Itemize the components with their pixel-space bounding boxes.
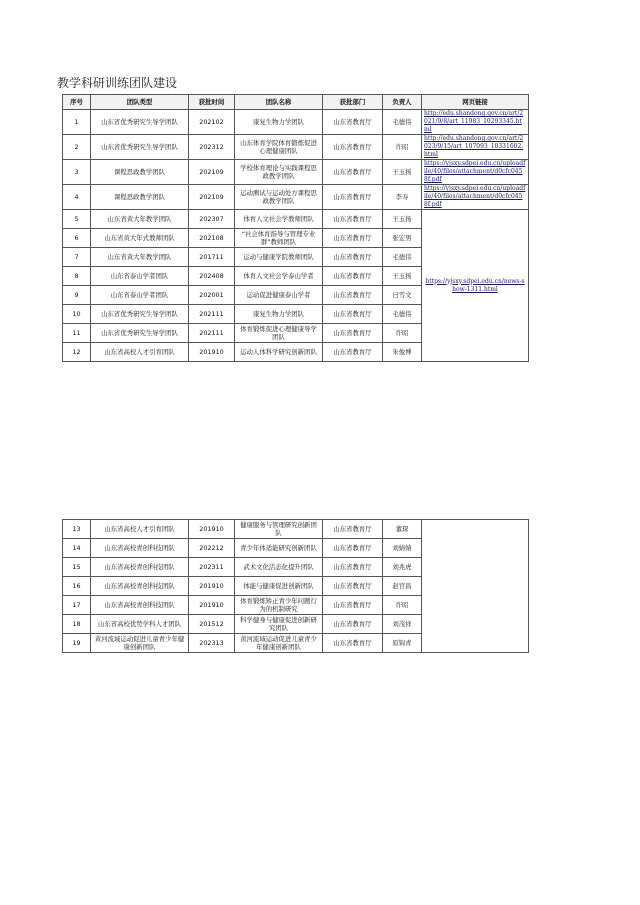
table-row bbox=[63, 520, 529, 539]
team-leader: 刘兆虎 bbox=[383, 558, 422, 577]
approval-time: 202001 bbox=[189, 286, 235, 305]
team-leader: 刘茂祥 bbox=[383, 615, 422, 634]
approval-time: 201910 bbox=[189, 596, 235, 615]
row-number: 5 bbox=[63, 210, 91, 229]
team-type: 山东省黄大年教学团队 bbox=[91, 248, 189, 267]
web-link[interactable]: https://yjsxy.sdpei.edu.cn/uploadfile/40/files/attachment/d0cfc0458f.pdf bbox=[422, 185, 529, 210]
web-link[interactable]: https://yjsxy.sdpei.edu.cn/uploadfile/40/files/attachment/d0cfc0458f.pdf bbox=[422, 160, 529, 185]
web-link-merged[interactable]: https://yjsxy.sdpei.edu.cn/news-show-1311.html bbox=[422, 210, 529, 362]
team-type: 山东省优秀研究生导学团队 bbox=[91, 110, 189, 135]
row-number: 4 bbox=[63, 185, 91, 210]
team-name: 学校体育理论与实践课程思政教学团队 bbox=[235, 160, 323, 185]
team-type: 山东省高校优势学科人才团队 bbox=[91, 615, 189, 634]
team-type: 山东省黄大年教学团队 bbox=[91, 210, 189, 229]
team-name: 运动测试与运动处方课程思政教学团队 bbox=[235, 185, 323, 210]
approval-time: 201910 bbox=[189, 577, 235, 596]
team-leader: 张宏男 bbox=[383, 229, 422, 248]
approval-time: 202102 bbox=[189, 110, 235, 135]
team-leader: 毛德伟 bbox=[383, 110, 422, 135]
team-name: 体育锻炼矫正青少年问题行为的机制研究 bbox=[235, 596, 323, 615]
team-type: 山东省优秀研究生导学团队 bbox=[91, 135, 189, 160]
row-number: 16 bbox=[63, 577, 91, 596]
row-number: 3 bbox=[63, 160, 91, 185]
approval-time: 202108 bbox=[189, 229, 235, 248]
teams-table-top bbox=[62, 94, 529, 362]
approval-dept: 山东省教育厅 bbox=[323, 248, 383, 267]
approval-dept: 山东省教育厅 bbox=[323, 110, 383, 135]
row-number: 9 bbox=[63, 286, 91, 305]
approval-dept: 山东省教育厅 bbox=[323, 135, 383, 160]
team-leader: 王玉扬 bbox=[383, 210, 422, 229]
header-lead: 负责人 bbox=[383, 95, 422, 110]
team-leader: 王玉扬 bbox=[383, 160, 422, 185]
team-name: “社会体育指导与管理专业群”教师团队 bbox=[235, 229, 323, 248]
row-number: 13 bbox=[63, 520, 91, 539]
row-number: 1 bbox=[63, 110, 91, 135]
team-leader: 王玉扬 bbox=[383, 267, 422, 286]
team-name: 体育人文社会学泰山学者 bbox=[235, 267, 323, 286]
row-number: 19 bbox=[63, 634, 91, 653]
web-link[interactable]: http://edu.shandong.gov.cn/art/2021/9/8/art_11983_10293345.html bbox=[422, 110, 529, 135]
approval-dept: 山东省教育厅 bbox=[323, 343, 383, 362]
team-name: 山东体育学院体育锻炼促进心理健康团队 bbox=[235, 135, 323, 160]
team-leader: 李寿 bbox=[383, 185, 422, 210]
team-name: 运动人体科学研究创新团队 bbox=[235, 343, 323, 362]
approval-time: 202212 bbox=[189, 539, 235, 558]
web-link-empty bbox=[422, 520, 529, 653]
approval-time: 202312 bbox=[189, 135, 235, 160]
team-type: 山东省优秀研究生导学团队 bbox=[91, 324, 189, 343]
team-type: 黄河流域运动促进儿童青少年健康创新团队 bbox=[91, 634, 189, 653]
row-number: 2 bbox=[63, 135, 91, 160]
team-type: 山东省高校青创科技团队 bbox=[91, 558, 189, 577]
row-number: 10 bbox=[63, 305, 91, 324]
team-type: 山东省高校人才引育团队 bbox=[91, 343, 189, 362]
team-leader: 原锦青 bbox=[383, 634, 422, 653]
approval-time: 202109 bbox=[189, 160, 235, 185]
table-row bbox=[63, 210, 529, 229]
table-row bbox=[63, 185, 529, 210]
header-time: 获批时间 bbox=[189, 95, 235, 110]
team-name: 运动促进健康泰山学者 bbox=[235, 286, 323, 305]
table-row bbox=[63, 160, 529, 185]
approval-time: 201512 bbox=[189, 615, 235, 634]
team-name: 黄河流域运动促进儿童青少年健康创新团队 bbox=[235, 634, 323, 653]
table-row bbox=[63, 110, 529, 135]
team-leader: 曰雪文 bbox=[383, 286, 422, 305]
row-number: 18 bbox=[63, 615, 91, 634]
approval-time: 201910 bbox=[189, 343, 235, 362]
row-number: 17 bbox=[63, 596, 91, 615]
header-name: 团队名称 bbox=[235, 95, 323, 110]
team-type: 山东省泰山学者团队 bbox=[91, 267, 189, 286]
team-leader: 毛德伟 bbox=[383, 305, 422, 324]
approval-dept: 山东省教育厅 bbox=[323, 229, 383, 248]
approval-time: 202111 bbox=[189, 305, 235, 324]
approval-time: 202311 bbox=[189, 558, 235, 577]
team-type: 山东省黄大年式教师团队 bbox=[91, 229, 189, 248]
header-link: 网页链接 bbox=[422, 95, 529, 110]
team-type: 课程思政教学团队 bbox=[91, 160, 189, 185]
row-number: 6 bbox=[63, 229, 91, 248]
row-number: 11 bbox=[63, 324, 91, 343]
row-number: 8 bbox=[63, 267, 91, 286]
approval-time: 202313 bbox=[189, 634, 235, 653]
approval-dept: 山东省教育厅 bbox=[323, 324, 383, 343]
approval-dept: 山东省教育厅 bbox=[323, 558, 383, 577]
approval-dept: 山东省教育厅 bbox=[323, 520, 383, 539]
approval-dept: 山东省教育厅 bbox=[323, 615, 383, 634]
header-dept: 获批部门 bbox=[323, 95, 383, 110]
row-number: 12 bbox=[63, 343, 91, 362]
team-type: 山东省高校人才引育团队 bbox=[91, 520, 189, 539]
header-no: 序号 bbox=[63, 95, 91, 110]
approval-time: 201910 bbox=[189, 520, 235, 539]
approval-dept: 山东省教育厅 bbox=[323, 185, 383, 210]
header-type: 团队类型 bbox=[91, 95, 189, 110]
approval-dept: 山东省教育厅 bbox=[323, 634, 383, 653]
approval-time: 202109 bbox=[189, 185, 235, 210]
team-leader: 董琛 bbox=[383, 520, 422, 539]
team-name: 武术文化活态化提升团队 bbox=[235, 558, 323, 577]
approval-dept: 山东省教育厅 bbox=[323, 210, 383, 229]
approval-time: 202408 bbox=[189, 267, 235, 286]
team-name: 体育人文社会学教师团队 bbox=[235, 210, 323, 229]
team-leader: 毛德伟 bbox=[383, 248, 422, 267]
approval-dept: 山东省教育厅 bbox=[323, 267, 383, 286]
team-name: 体育锻炼促进心理健康导学团队 bbox=[235, 324, 323, 343]
web-link[interactable]: http://edu.shandong.gov.cn/art/2023/9/15/art_107093_10331602.html bbox=[422, 135, 529, 160]
team-type: 山东省高校青创科技团队 bbox=[91, 596, 189, 615]
approval-time: 202307 bbox=[189, 210, 235, 229]
approval-dept: 山东省教育厅 bbox=[323, 160, 383, 185]
teams-table-bottom bbox=[62, 519, 529, 653]
team-name: 科学健身与健康促进创新研究团队 bbox=[235, 615, 323, 634]
approval-dept: 山东省教育厅 bbox=[323, 577, 383, 596]
team-type: 山东省高校青创科技团队 bbox=[91, 577, 189, 596]
team-name: 康复生物力学团队 bbox=[235, 305, 323, 324]
team-leader: 许昭 bbox=[383, 324, 422, 343]
team-type: 山东省高校青创科技团队 bbox=[91, 539, 189, 558]
team-leader: 许昭 bbox=[383, 135, 422, 160]
team-name: 康复生物力学团队 bbox=[235, 110, 323, 135]
team-type: 课程思政教学团队 bbox=[91, 185, 189, 210]
team-name: 运动与健康学院教师团队 bbox=[235, 248, 323, 267]
team-type: 山东省泰山学者团队 bbox=[91, 286, 189, 305]
row-number: 7 bbox=[63, 248, 91, 267]
approval-dept: 山东省教育厅 bbox=[323, 596, 383, 615]
team-type: 山东省优秀研究生导学团队 bbox=[91, 305, 189, 324]
team-name: 体能与健康促进创新团队 bbox=[235, 577, 323, 596]
team-name: 青少年体适能研究创新团队 bbox=[235, 539, 323, 558]
approval-dept: 山东省教育厅 bbox=[323, 286, 383, 305]
table-row bbox=[63, 135, 529, 160]
row-number: 14 bbox=[63, 539, 91, 558]
approval-time: 201711 bbox=[189, 248, 235, 267]
team-leader: 刘婧婧 bbox=[383, 539, 422, 558]
team-leader: 许昭 bbox=[383, 596, 422, 615]
table-header-row bbox=[63, 95, 529, 110]
approval-dept: 山东省教育厅 bbox=[323, 305, 383, 324]
approval-dept: 山东省教育厅 bbox=[323, 539, 383, 558]
page-title: 教学科研训练团队建设 bbox=[57, 76, 178, 90]
team-leader: 朱俊博 bbox=[383, 343, 422, 362]
team-name: 健康服务与管理研究创新团队 bbox=[235, 520, 323, 539]
team-leader: 赵官昌 bbox=[383, 577, 422, 596]
row-number: 15 bbox=[63, 558, 91, 577]
approval-time: 202111 bbox=[189, 324, 235, 343]
